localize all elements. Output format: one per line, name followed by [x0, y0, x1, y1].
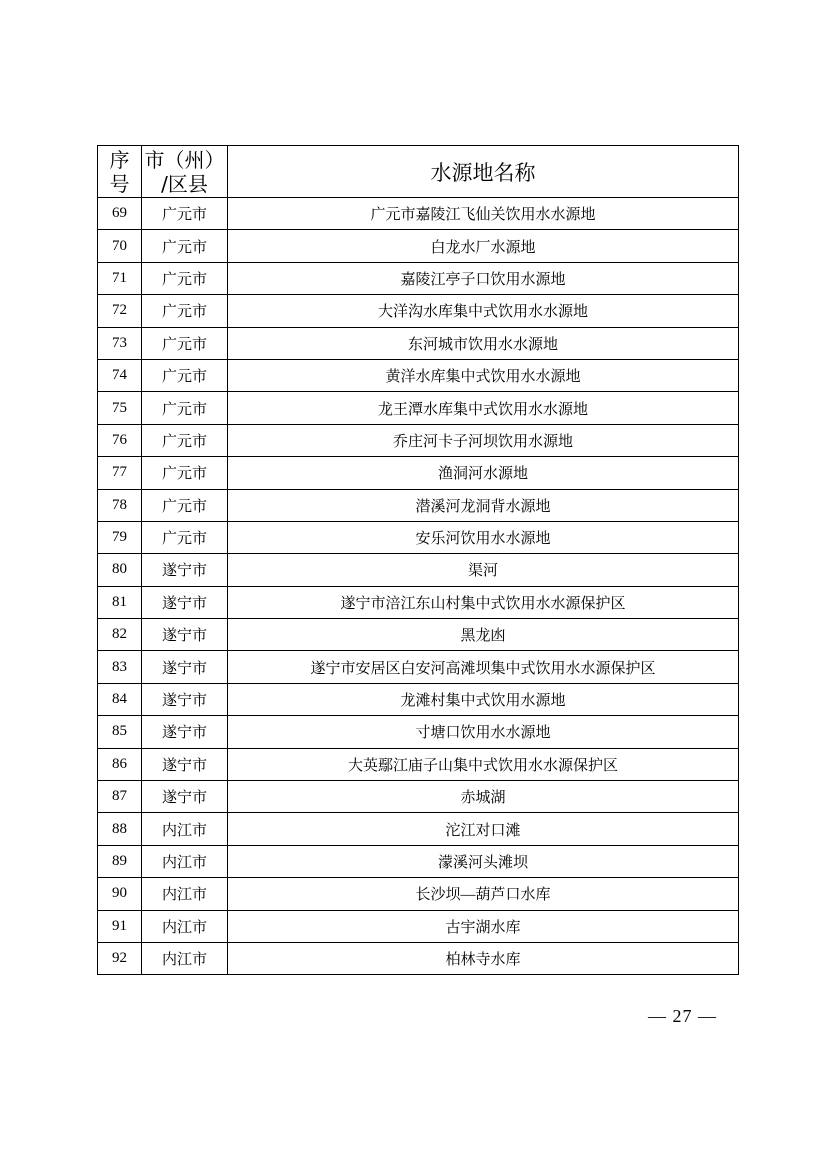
table-row	[98, 748, 739, 780]
row-source-name-cell: 寸塘口饮用水水源地	[228, 716, 739, 748]
table-row	[98, 521, 739, 553]
header-source-name: 水源地名称	[228, 146, 739, 198]
row-index-cell: 75	[98, 392, 142, 424]
row-index-cell: 81	[98, 586, 142, 618]
header-city-line2: /区县	[161, 171, 208, 196]
row-source-name-cell: 古宇湖水库	[228, 910, 739, 942]
row-index-cell: 82	[98, 619, 142, 651]
row-source-name-cell: 黑龙凼	[228, 619, 739, 651]
row-city-cell: 广元市	[142, 327, 228, 359]
row-city-cell: 遂宁市	[142, 683, 228, 715]
row-source-name-cell: 安乐河饮用水水源地	[228, 521, 739, 553]
row-index-cell: 72	[98, 295, 142, 327]
row-city-cell: 内江市	[142, 942, 228, 974]
row-city-cell: 广元市	[142, 262, 228, 294]
row-index-cell: 92	[98, 942, 142, 974]
row-index-cell: 79	[98, 521, 142, 553]
row-index-cell: 89	[98, 845, 142, 877]
row-source-name-cell: 渠河	[228, 554, 739, 586]
row-index-cell: 70	[98, 230, 142, 262]
table-row	[98, 781, 739, 813]
row-index-cell: 91	[98, 910, 142, 942]
water-source-table	[97, 145, 739, 975]
page-number: — 27 —	[648, 1006, 717, 1026]
row-source-name-cell: 黄洋水库集中式饮用水水源地	[228, 359, 739, 391]
row-index-cell: 86	[98, 748, 142, 780]
row-source-name-cell: 白龙水厂水源地	[228, 230, 739, 262]
table-row	[98, 942, 739, 974]
row-source-name-cell: 遂宁市涪江东山村集中式饮用水水源保护区	[228, 586, 739, 618]
row-index-cell: 85	[98, 716, 142, 748]
row-source-name-cell: 赤城湖	[228, 781, 739, 813]
table-row	[98, 586, 739, 618]
row-city-cell: 内江市	[142, 813, 228, 845]
table-row	[98, 651, 739, 683]
table-row	[98, 359, 739, 391]
table-row	[98, 295, 739, 327]
table-row	[98, 878, 739, 910]
row-index-cell: 73	[98, 327, 142, 359]
row-city-cell: 内江市	[142, 845, 228, 877]
row-index-cell: 74	[98, 359, 142, 391]
row-city-cell: 广元市	[142, 230, 228, 262]
row-source-name-cell: 大英鄢江庙子山集中式饮用水水源保护区	[228, 748, 739, 780]
row-index-cell: 87	[98, 781, 142, 813]
header-city	[142, 146, 228, 198]
row-index-cell: 88	[98, 813, 142, 845]
table-row	[98, 716, 739, 748]
row-city-cell: 遂宁市	[142, 651, 228, 683]
table-row	[98, 392, 739, 424]
row-source-name-cell: 柏林寺水库	[228, 942, 739, 974]
row-source-name-cell: 长沙坝—葫芦口水库	[228, 878, 739, 910]
table-row	[98, 683, 739, 715]
header-index-line1: 序	[109, 147, 130, 172]
row-source-name-cell: 沱江对口滩	[228, 813, 739, 845]
row-source-name-cell: 大洋沟水库集中式饮用水水源地	[228, 295, 739, 327]
row-city-cell: 遂宁市	[142, 716, 228, 748]
header-city-line1: 市（州）	[144, 147, 225, 172]
row-source-name-cell: 广元市嘉陵江飞仙关饮用水水源地	[228, 198, 739, 230]
row-source-name-cell: 嘉陵江亭子口饮用水源地	[228, 262, 739, 294]
table-row	[98, 554, 739, 586]
row-source-name-cell: 渔洞河水源地	[228, 457, 739, 489]
row-index-cell: 69	[98, 198, 142, 230]
table-row	[98, 424, 739, 456]
table-row	[98, 910, 739, 942]
table-row	[98, 198, 739, 230]
row-city-cell: 遂宁市	[142, 586, 228, 618]
table-row	[98, 489, 739, 521]
row-source-name-cell: 龙滩村集中式饮用水源地	[228, 683, 739, 715]
row-index-cell: 80	[98, 554, 142, 586]
row-source-name-cell: 潜溪河龙洞背水源地	[228, 489, 739, 521]
row-city-cell: 遂宁市	[142, 554, 228, 586]
row-index-cell: 83	[98, 651, 142, 683]
row-city-cell: 广元市	[142, 424, 228, 456]
table-row	[98, 327, 739, 359]
row-source-name-cell: 濛溪河头滩坝	[228, 845, 739, 877]
header-index	[98, 146, 142, 198]
row-city-cell: 遂宁市	[142, 619, 228, 651]
row-city-cell: 广元市	[142, 198, 228, 230]
row-source-name-cell: 乔庄河卡子河坝饮用水源地	[228, 424, 739, 456]
row-index-cell: 78	[98, 489, 142, 521]
table-row	[98, 230, 739, 262]
row-source-name-cell: 龙王潭水库集中式饮用水水源地	[228, 392, 739, 424]
table-header-row	[98, 146, 739, 198]
row-city-cell: 遂宁市	[142, 748, 228, 780]
row-city-cell: 广元市	[142, 392, 228, 424]
row-city-cell: 广元市	[142, 295, 228, 327]
row-city-cell: 遂宁市	[142, 781, 228, 813]
table-row	[98, 813, 739, 845]
table-row	[98, 619, 739, 651]
row-city-cell: 内江市	[142, 878, 228, 910]
row-index-cell: 84	[98, 683, 142, 715]
row-index-cell: 71	[98, 262, 142, 294]
table-row	[98, 457, 739, 489]
row-city-cell: 内江市	[142, 910, 228, 942]
row-city-cell: 广元市	[142, 489, 228, 521]
row-city-cell: 广元市	[142, 521, 228, 553]
row-index-cell: 76	[98, 424, 142, 456]
row-city-cell: 广元市	[142, 457, 228, 489]
row-city-cell: 广元市	[142, 359, 228, 391]
row-source-name-cell: 东河城市饮用水水源地	[228, 327, 739, 359]
row-index-cell: 77	[98, 457, 142, 489]
header-index-line2: 号	[109, 171, 130, 196]
row-source-name-cell: 遂宁市安居区白安河高滩坝集中式饮用水水源保护区	[228, 651, 739, 683]
table-row	[98, 262, 739, 294]
table-row	[98, 845, 739, 877]
row-index-cell: 90	[98, 878, 142, 910]
